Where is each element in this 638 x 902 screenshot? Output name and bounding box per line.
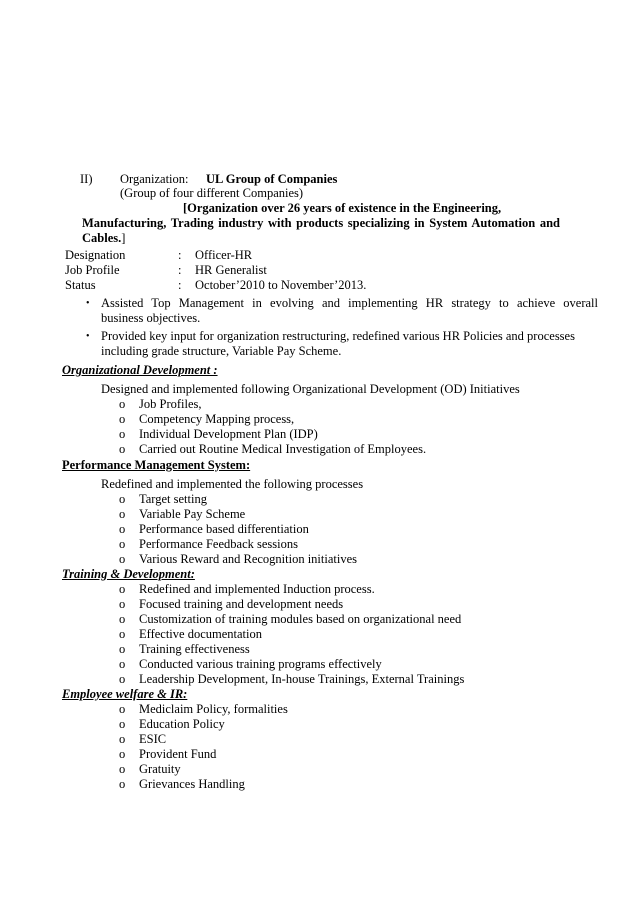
detail-separator: : bbox=[178, 248, 182, 262]
list-item: Provided key input for organization restructuring, redefined various HR Policies and processes bbox=[101, 329, 575, 343]
list-item: Carried out Routine Medical Investigation of Employees. bbox=[139, 442, 427, 456]
sub-bullet-icon: o bbox=[119, 732, 126, 746]
list-item: business objectives. bbox=[101, 311, 201, 325]
organization-description-line3: Cables.] bbox=[82, 231, 126, 245]
sub-bullet-icon: o bbox=[119, 702, 126, 716]
list-item: Gratuity bbox=[139, 762, 181, 776]
list-item: Job Profiles, bbox=[139, 397, 202, 411]
section-intro: Designed and implemented following Organizational Development (OD) Initiatives bbox=[101, 382, 520, 396]
sub-bullet-icon: o bbox=[119, 642, 126, 656]
organization-name: UL Group of Companies bbox=[206, 172, 338, 186]
list-item: Grievances Handling bbox=[139, 777, 245, 791]
sub-bullet-icon: o bbox=[119, 747, 126, 761]
list-item: Various Reward and Recognition initiatives bbox=[139, 552, 358, 566]
organization-description-line2: Manufacturing, Trading industry with products specializing in System Automation and bbox=[82, 216, 560, 230]
list-item: ESIC bbox=[139, 732, 167, 746]
list-item: Training effectiveness bbox=[139, 642, 250, 656]
list-item: Performance based differentiation bbox=[139, 522, 309, 536]
sub-bullet-icon: o bbox=[119, 582, 126, 596]
organization-label: Organization: bbox=[120, 172, 189, 186]
list-item: Leadership Development, In-house Trainings, External Trainings bbox=[139, 672, 465, 686]
list-item: Redefined and implemented Induction process. bbox=[139, 582, 375, 596]
list-item: Assisted Top Management in evolving and implementing HR strategy to achieve overall bbox=[101, 296, 598, 310]
sub-bullet-icon: o bbox=[119, 597, 126, 611]
bullet-icon: • bbox=[86, 298, 90, 309]
organization-description-line1: [Organization over 26 years of existence in the Engineering, bbox=[183, 201, 502, 215]
section-heading: Organizational Development : bbox=[62, 363, 218, 377]
list-item: Mediclaim Policy, formalities bbox=[139, 702, 288, 716]
sub-bullet-icon: o bbox=[119, 412, 126, 426]
sub-bullet-icon: o bbox=[119, 492, 126, 506]
sub-bullet-icon: o bbox=[119, 672, 126, 686]
sub-bullet-icon: o bbox=[119, 627, 126, 641]
sub-bullet-icon: o bbox=[119, 537, 126, 551]
sub-bullet-icon: o bbox=[119, 427, 126, 441]
section-heading: Employee welfare & IR: bbox=[62, 687, 188, 701]
sub-bullet-icon: o bbox=[119, 442, 126, 456]
detail-separator: : bbox=[178, 263, 182, 277]
section-number: II) bbox=[80, 172, 93, 186]
detail-label: Status bbox=[65, 278, 96, 292]
sub-bullet-icon: o bbox=[119, 552, 126, 566]
sub-bullet-icon: o bbox=[119, 777, 126, 791]
sub-bullet-icon: o bbox=[119, 522, 126, 536]
sub-bullet-icon: o bbox=[119, 657, 126, 671]
list-item: Provident Fund bbox=[139, 747, 217, 761]
list-item: Customization of training modules based on organizational need bbox=[139, 612, 462, 626]
organization-subtitle: (Group of four different Companies) bbox=[120, 186, 304, 200]
detail-label: Job Profile bbox=[65, 263, 120, 277]
list-item: including grade structure, Variable Pay Scheme. bbox=[101, 344, 342, 358]
detail-value: October’2010 to November’2013. bbox=[195, 278, 367, 292]
list-item: Competency Mapping process, bbox=[139, 412, 295, 426]
list-item: Education Policy bbox=[139, 717, 225, 731]
list-item: Focused training and development needs bbox=[139, 597, 344, 611]
detail-value: HR Generalist bbox=[195, 263, 267, 277]
list-item: Variable Pay Scheme bbox=[139, 507, 246, 521]
list-item: Effective documentation bbox=[139, 627, 262, 641]
list-item: Performance Feedback sessions bbox=[139, 537, 298, 551]
section-intro: Redefined and implemented the following processes bbox=[101, 477, 364, 491]
sub-bullet-icon: o bbox=[119, 717, 126, 731]
sub-bullet-icon: o bbox=[119, 397, 126, 411]
sub-bullet-icon: o bbox=[119, 507, 126, 521]
section-heading: Performance Management System: bbox=[62, 458, 251, 472]
list-item: Conducted various training programs effectively bbox=[139, 657, 382, 671]
detail-separator: : bbox=[178, 278, 182, 292]
bullet-icon: • bbox=[86, 331, 90, 342]
section-heading: Training & Development: bbox=[62, 567, 195, 581]
list-item: Target setting bbox=[139, 492, 207, 506]
detail-value: Officer-HR bbox=[195, 248, 253, 262]
sub-bullet-icon: o bbox=[119, 612, 126, 626]
list-item: Individual Development Plan (IDP) bbox=[139, 427, 318, 441]
detail-label: Designation bbox=[65, 248, 126, 262]
sub-bullet-icon: o bbox=[119, 762, 126, 776]
